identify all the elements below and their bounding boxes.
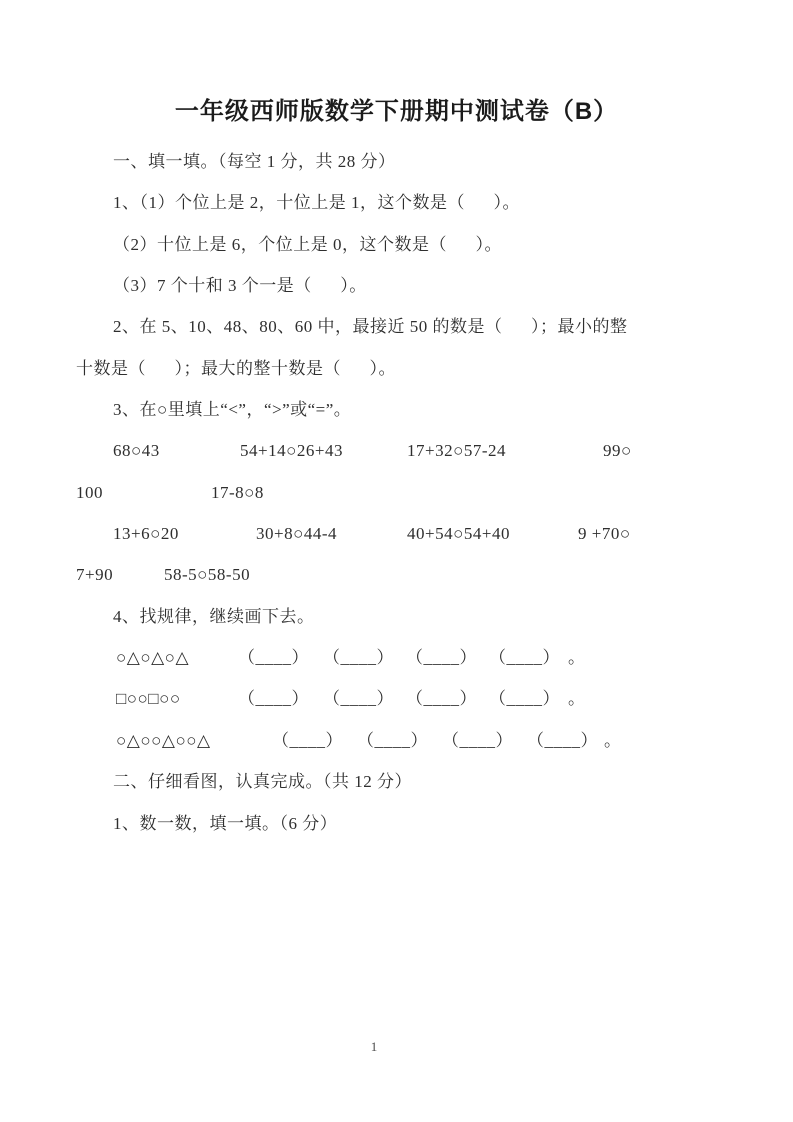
period-mark: 。 (568, 689, 586, 709)
question-1-part-1: 1、（1）个位上是 2，十位上是 1，这个数是（ ）。 (113, 193, 520, 213)
expression-cell: 17-8○8 (211, 482, 264, 502)
period-mark: 。 (568, 648, 586, 668)
blank-parens: （____） (442, 730, 513, 750)
blank-parens: （____） (406, 689, 477, 709)
question-3-row-4 (76, 554, 723, 595)
pattern-shapes: ○△○△○△ (116, 648, 190, 668)
question-4-prompt: 4、找规律，继续画下去。 (113, 606, 315, 626)
page-title: 一年级西师版数学下册期中测试卷（B） (174, 98, 619, 125)
blank-parens: （____） (323, 648, 394, 668)
section-two-heading: 二、仔细看图，认真完成。（共 12 分） (113, 772, 412, 792)
blank-parens: （____） (527, 730, 598, 750)
question-4-pattern-row-2 (76, 678, 723, 719)
question-1-part-3: （3）7 个十和 3 个一是（ ）。 (113, 276, 367, 296)
question-2-line-1: 2、在 5、10、48、80、60 中，最接近 50 的数是（ ）；最小的整 (113, 317, 628, 337)
pattern-shapes: □○○□○○ (116, 689, 181, 709)
blank-parens: （____） (357, 730, 428, 750)
question-4-pattern-row-3 (76, 720, 723, 761)
expression-cell: 58-5○58-50 (164, 565, 251, 585)
blank-parens: （____） (272, 730, 343, 750)
blank-parens: （____） (489, 648, 560, 668)
question-3-row-3 (76, 513, 723, 554)
expression-cell: 30+8○44-4 (256, 524, 338, 544)
expression-cell: 13+6○20 (113, 524, 179, 544)
expression-cell: 54+14○26+43 (240, 441, 343, 461)
blank-parens: （____） (406, 648, 477, 668)
expression-cell: 99○ (603, 441, 632, 461)
section-one-heading: 一、填一填。（每空 1 分，共 28 分） (113, 152, 396, 171)
expression-cell: 40+54○54+40 (407, 524, 510, 544)
section-two-question-1: 1、数一数，填一填。（6 分） (113, 813, 338, 833)
expression-cell: 9 +70○ (578, 524, 631, 544)
expression-cell: 17+32○57-24 (407, 441, 507, 461)
question-4-pattern-row-1 (76, 637, 723, 678)
blank-parens: （____） (238, 648, 309, 668)
question-3-row-2 (76, 472, 723, 513)
question-2-line-2: 十数是（ ）；最大的整十数是（ ）。 (76, 358, 396, 378)
blank-parens: （____） (238, 689, 309, 709)
page-number: 1 (370, 1039, 378, 1054)
question-1-part-2: （2）十位上是 6，个位上是 0，这个数是（ ）。 (113, 234, 502, 254)
question-3-row-1 (76, 430, 723, 471)
period-mark: 。 (604, 730, 622, 750)
question-3-prompt: 3、在○里填上“<”，“>”或“=”。 (113, 400, 352, 420)
expression-cell: 68○43 (113, 441, 160, 461)
expression-cell: 7+90 (76, 565, 114, 585)
expression-cell: 100 (76, 482, 103, 502)
blank-parens: （____） (489, 689, 560, 709)
test-content (0, 141, 793, 844)
blank-parens: （____） (323, 689, 394, 709)
pattern-shapes: ○△○○△○○△ (116, 730, 211, 750)
